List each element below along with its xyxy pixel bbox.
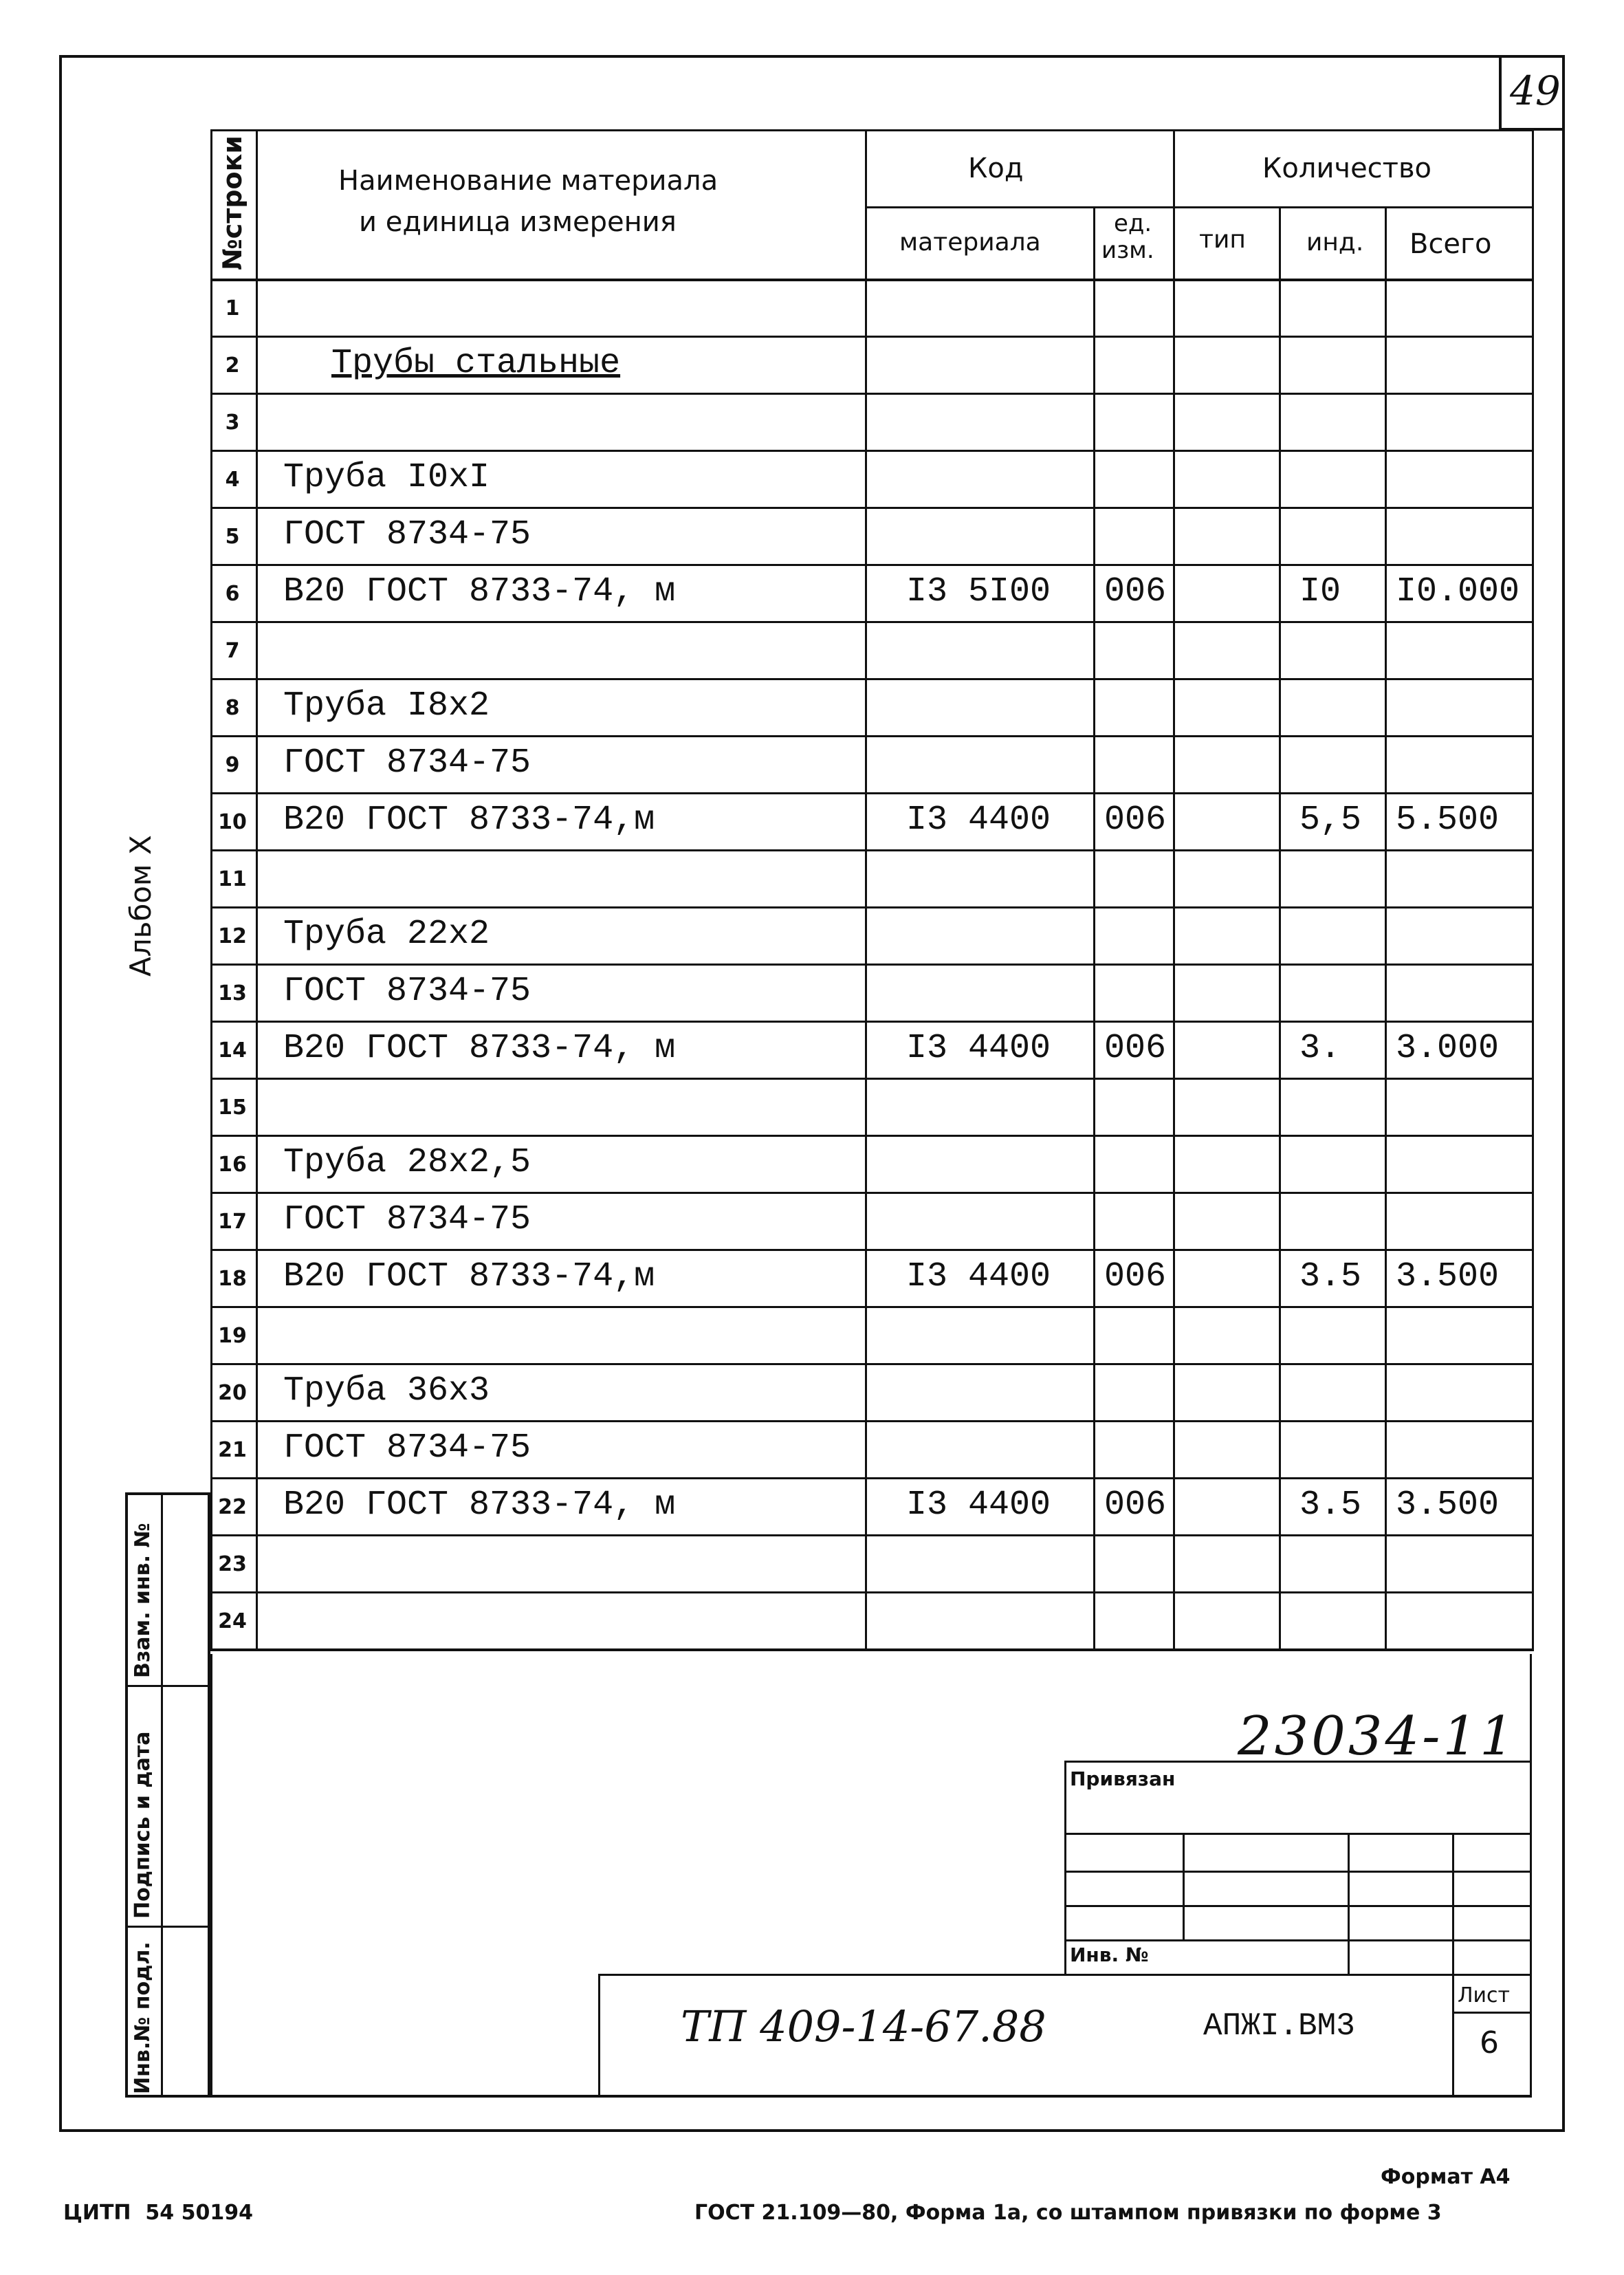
row-number: 17 <box>218 1210 247 1234</box>
row-material-code: I3 4400 <box>906 1485 1051 1525</box>
title-sheet-divider <box>1452 1974 1454 2098</box>
stamp-line-4 <box>1064 1939 1532 1941</box>
header-mid-line <box>865 206 1532 208</box>
row-name: В20 ГОСТ 8733-74,м <box>283 801 655 840</box>
table-top-border <box>210 129 1534 131</box>
row-separator <box>210 1192 1534 1194</box>
doc-code: АПЖI.ВМ3 <box>1203 2008 1355 2044</box>
row-unit-code: 006 <box>1104 1029 1167 1068</box>
row-separator <box>210 621 1534 623</box>
stamp-col-1 <box>1183 1833 1185 1939</box>
row-number: 16 <box>218 1153 247 1177</box>
sign-date-label: Подпись и дата <box>131 1731 155 1919</box>
row-separator <box>210 450 1534 452</box>
header-name-line1: Наименование материала <box>338 165 718 197</box>
row-name: ГОСТ 8734-75 <box>283 743 531 783</box>
row-name: ГОСТ 8734-75 <box>283 972 531 1011</box>
album-label: Альбом X <box>124 835 157 977</box>
row-separator <box>210 1477 1534 1479</box>
row-name: ГОСТ 8734-75 <box>283 1200 531 1239</box>
row-number: 12 <box>218 924 247 948</box>
row-separator <box>210 964 1534 966</box>
row-number: 5 <box>225 525 240 549</box>
row-number: 23 <box>218 1552 247 1576</box>
row-number: 20 <box>218 1381 247 1405</box>
binding-stamp <box>1064 1761 1532 1974</box>
row-number: 10 <box>218 810 247 834</box>
row-name: Труба 28x2,5 <box>283 1143 531 1182</box>
title-sheet-sep <box>1452 2012 1532 2014</box>
row-total: 3.000 <box>1396 1029 1500 1068</box>
replaced-inv-label: Взам. инв. № <box>131 1523 155 1678</box>
row-number: 3 <box>225 411 240 435</box>
row-ind: 3.5 <box>1299 1485 1362 1525</box>
row-separator <box>210 1135 1534 1137</box>
footer-left: ЦИТП 54 50194 <box>63 2201 253 2225</box>
row-number: 7 <box>225 639 240 663</box>
row-separator <box>210 1363 1534 1365</box>
header-code: Код <box>968 153 1024 184</box>
row-name: Трубы стальные <box>331 344 621 383</box>
row-name: В20 ГОСТ 8733-74, м <box>283 572 676 611</box>
stamp-line-2 <box>1064 1871 1532 1873</box>
header-total: Всего <box>1409 228 1492 260</box>
row-material-code: I3 4400 <box>906 1257 1051 1296</box>
row-number: 11 <box>218 867 247 891</box>
row-number: 15 <box>218 1096 247 1120</box>
stamp-line-1 <box>1064 1833 1532 1835</box>
row-total: 3.500 <box>1396 1257 1500 1296</box>
row-separator <box>210 678 1534 680</box>
row-name: В20 ГОСТ 8733-74, м <box>283 1029 676 1068</box>
row-number: 8 <box>225 696 240 720</box>
row-separator <box>210 336 1534 338</box>
header-bottom-line <box>210 279 1534 281</box>
row-unit-code: 006 <box>1104 1257 1167 1296</box>
stamp-col-2 <box>1348 1833 1350 1974</box>
format-label: Формат А4 <box>1381 2165 1511 2189</box>
row-name: Труба I8x2 <box>283 686 490 726</box>
row-separator <box>210 1078 1534 1080</box>
row-ind: 5,5 <box>1299 801 1362 840</box>
row-name: Труба 36x3 <box>283 1371 490 1411</box>
row-number: 4 <box>225 468 240 492</box>
row-number: 18 <box>218 1267 247 1291</box>
footer-right: ГОСТ 21.109—80, Форма 1а, со штампом привязки по форме 3 <box>694 2201 1442 2225</box>
row-unit-code: 006 <box>1104 572 1167 611</box>
row-total: I0.000 <box>1396 572 1520 611</box>
row-separator <box>210 1021 1534 1023</box>
row-number: 13 <box>218 981 247 1005</box>
row-unit-code: 006 <box>1104 1485 1167 1525</box>
header-unit-2: изм. <box>1101 237 1154 264</box>
row-number: 6 <box>225 582 240 606</box>
header-unit-1: ед. <box>1114 210 1152 237</box>
doc-number-handwritten: ТП 409-14-67.88 <box>681 2001 1046 2051</box>
header-name-line2: и единица измерения <box>359 206 677 238</box>
row-unit-code: 006 <box>1104 801 1167 840</box>
header-quantity: Количество <box>1262 153 1432 184</box>
header-ind: инд. <box>1306 228 1364 257</box>
header-type: тип <box>1199 226 1246 254</box>
stamp-col-3 <box>1452 1833 1454 1974</box>
left-stamp-sep1 <box>125 1685 210 1687</box>
row-name: В20 ГОСТ 8733-74, м <box>283 1485 676 1525</box>
row-number: 21 <box>218 1438 247 1462</box>
row-separator <box>210 906 1534 908</box>
row-separator <box>210 1249 1534 1251</box>
row-separator <box>210 1534 1534 1536</box>
stamp-line-3 <box>1064 1905 1532 1907</box>
left-stamp-divider <box>161 1492 163 2098</box>
row-material-code: I3 5I00 <box>906 572 1051 611</box>
row-ind: I0 <box>1299 572 1341 611</box>
header-row-no: №строки <box>217 135 248 270</box>
row-total: 3.500 <box>1396 1485 1500 1525</box>
row-separator <box>210 1420 1534 1422</box>
table-col-line <box>1385 206 1387 1648</box>
row-separator <box>210 393 1534 395</box>
row-number: 2 <box>225 353 240 378</box>
row-ind: 3. <box>1299 1029 1341 1068</box>
handwritten-number: 23034-11 <box>1238 1706 1517 1767</box>
table-bottom-border <box>210 1648 1534 1651</box>
row-material-code: I3 4400 <box>906 801 1051 840</box>
row-material-code: I3 4400 <box>906 1029 1051 1068</box>
row-ind: 3.5 <box>1299 1257 1362 1296</box>
row-total: 5.500 <box>1396 801 1500 840</box>
row-number: 19 <box>218 1324 247 1348</box>
row-name: ГОСТ 8734-75 <box>283 515 531 554</box>
row-number: 9 <box>225 753 240 777</box>
row-name: Труба I0xI <box>283 458 490 497</box>
row-separator <box>210 1306 1534 1308</box>
table-col-line <box>1093 206 1095 1648</box>
row-number: 14 <box>218 1038 247 1063</box>
row-number: 24 <box>218 1609 247 1633</box>
row-name: ГОСТ 8734-75 <box>283 1428 531 1468</box>
row-name: Труба 22x2 <box>283 915 490 954</box>
row-separator <box>210 792 1534 794</box>
row-separator <box>210 1591 1534 1593</box>
page-number: 49 <box>1510 67 1561 114</box>
inv-no-label: Инв. № <box>1070 1944 1149 1966</box>
header-material: материала <box>899 228 1041 257</box>
row-separator <box>210 507 1534 509</box>
sheet-label: Лист <box>1458 1983 1511 2007</box>
sheet-number: 6 <box>1480 2025 1499 2060</box>
row-separator <box>210 564 1534 566</box>
row-name: В20 ГОСТ 8733-74,м <box>283 1257 655 1296</box>
table-col-line <box>1279 206 1281 1648</box>
row-number: 22 <box>218 1495 247 1519</box>
inv-orig-label: Инв.№ подл. <box>131 1941 155 2094</box>
bound-label: Привязан <box>1070 1767 1176 1790</box>
row-separator <box>210 735 1534 737</box>
row-separator <box>210 849 1534 851</box>
left-stamp-sep2 <box>125 1926 210 1928</box>
row-number: 1 <box>225 296 240 320</box>
